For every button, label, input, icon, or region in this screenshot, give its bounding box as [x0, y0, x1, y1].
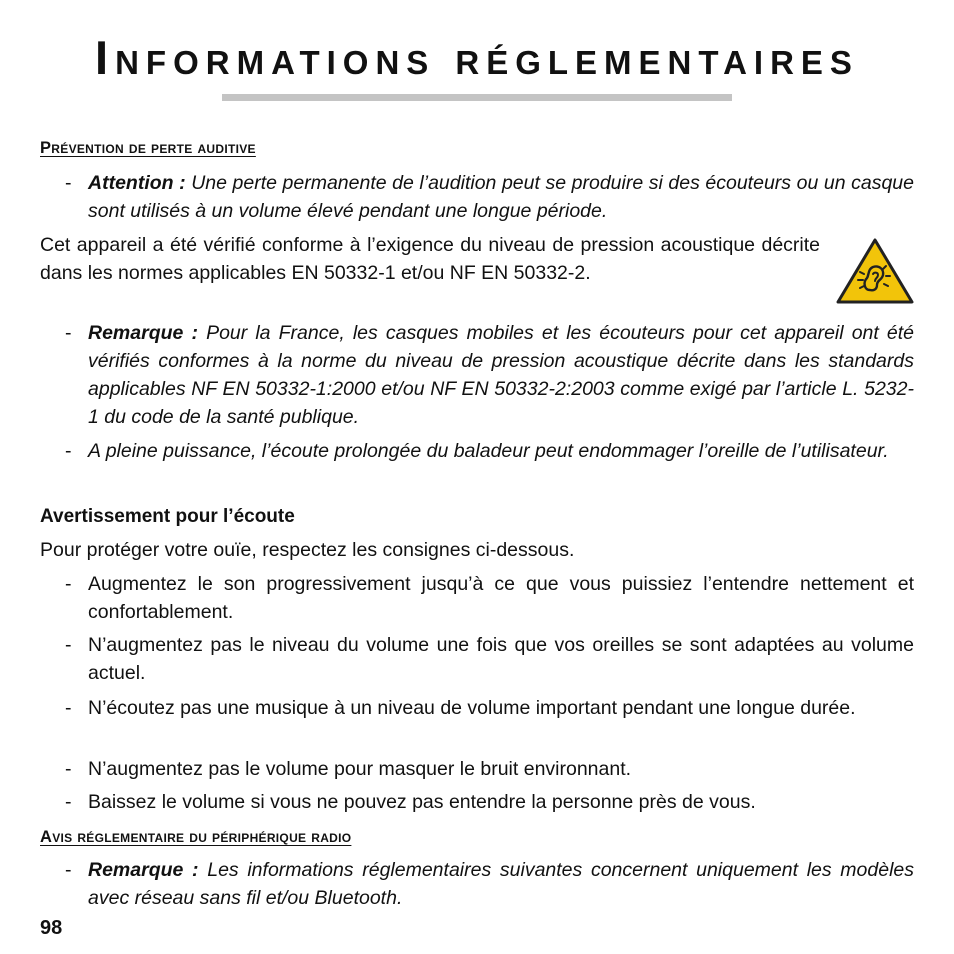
list-item-full-power: [40, 437, 914, 465]
list-item-text: Augmentez le son progressivement jusqu’à ce que vous puissiez l’entendre nettement et confortablement.: [88, 573, 914, 623]
list-item: [40, 755, 914, 783]
page-title: Informations réglementaires: [95, 31, 859, 84]
list-dash: -: [65, 440, 72, 462]
tested-paragraph: Cet appareil a été vérifié conforme à l’exigence du niveau de pression acoustique décrite dans les normes applicables EN 50332-1 et/ou NF EN 50332-2.: [40, 234, 820, 284]
list-dash: -: [65, 758, 72, 780]
section-heading-radio: Avis réglementaire du périphérique radio: [40, 828, 352, 846]
title-divider: [222, 94, 732, 101]
list-dash: -: [65, 634, 72, 656]
section-heading-hearing: Prévention de perte auditive: [40, 139, 256, 157]
list-item: [40, 694, 914, 722]
attention-text: Une perte permanente de l’audition peut se produire si des écouteurs ou un casque sont utilisés à un volume élevé pendant une longue période.: [88, 172, 914, 222]
list-item: [40, 570, 914, 626]
list-item-attention: [40, 169, 914, 225]
list-item-text: N’écoutez pas une musique à un niveau de volume important pendant une longue durée.: [88, 697, 856, 719]
list-item-text: Baissez le volume si vous ne pouvez pas entendre la personne près de vous.: [88, 791, 756, 813]
page-number: 98: [40, 917, 63, 939]
list-dash: -: [65, 172, 72, 194]
list-item-note-france: [40, 319, 914, 431]
note-label: Remarque :: [88, 859, 199, 881]
listening-intro: Pour protéger votre ouïe, respectez les consignes ci-dessous.: [40, 539, 575, 561]
list-dash: -: [65, 322, 72, 344]
hearing-warning-icon: [836, 238, 914, 304]
list-item-note-radio: [40, 856, 914, 912]
list-dash: -: [65, 791, 72, 813]
note-france-text: Pour la France, les casques mobiles et les écouteurs pour cet appareil ont été vérifiés conformes à la norme du niveau de pression acoustique décrite dans les standards applicables NF EN 50332-1:2000 et/ou NF EN 50332-2:2003 comme exigé par l’article L. 5232-1 du code de la santé publique.: [88, 322, 915, 428]
list-item-text: N’augmentez pas le volume pour masquer le bruit environnant.: [88, 758, 632, 780]
list-dash: -: [65, 859, 72, 881]
section-heading-listening: Avertissement pour l’écoute: [40, 506, 295, 527]
full-power-text: A pleine puissance, l’écoute prolongée du baladeur peut endommager l’oreille de l’utilisateur.: [88, 440, 889, 462]
list-item: [40, 631, 914, 687]
note-radio-text: Les informations réglementaires suivantes concernent uniquement les modèles avec réseau sans fil et/ou Bluetooth.: [88, 859, 915, 909]
list-item: [40, 788, 914, 816]
list-item-text: N’augmentez pas le niveau du volume une fois que vos oreilles se sont adaptées au volume actuel.: [88, 634, 914, 684]
list-dash: -: [65, 697, 72, 719]
attention-label: Attention :: [88, 172, 186, 194]
note-label: Remarque :: [88, 322, 198, 344]
list-dash: -: [65, 573, 72, 595]
